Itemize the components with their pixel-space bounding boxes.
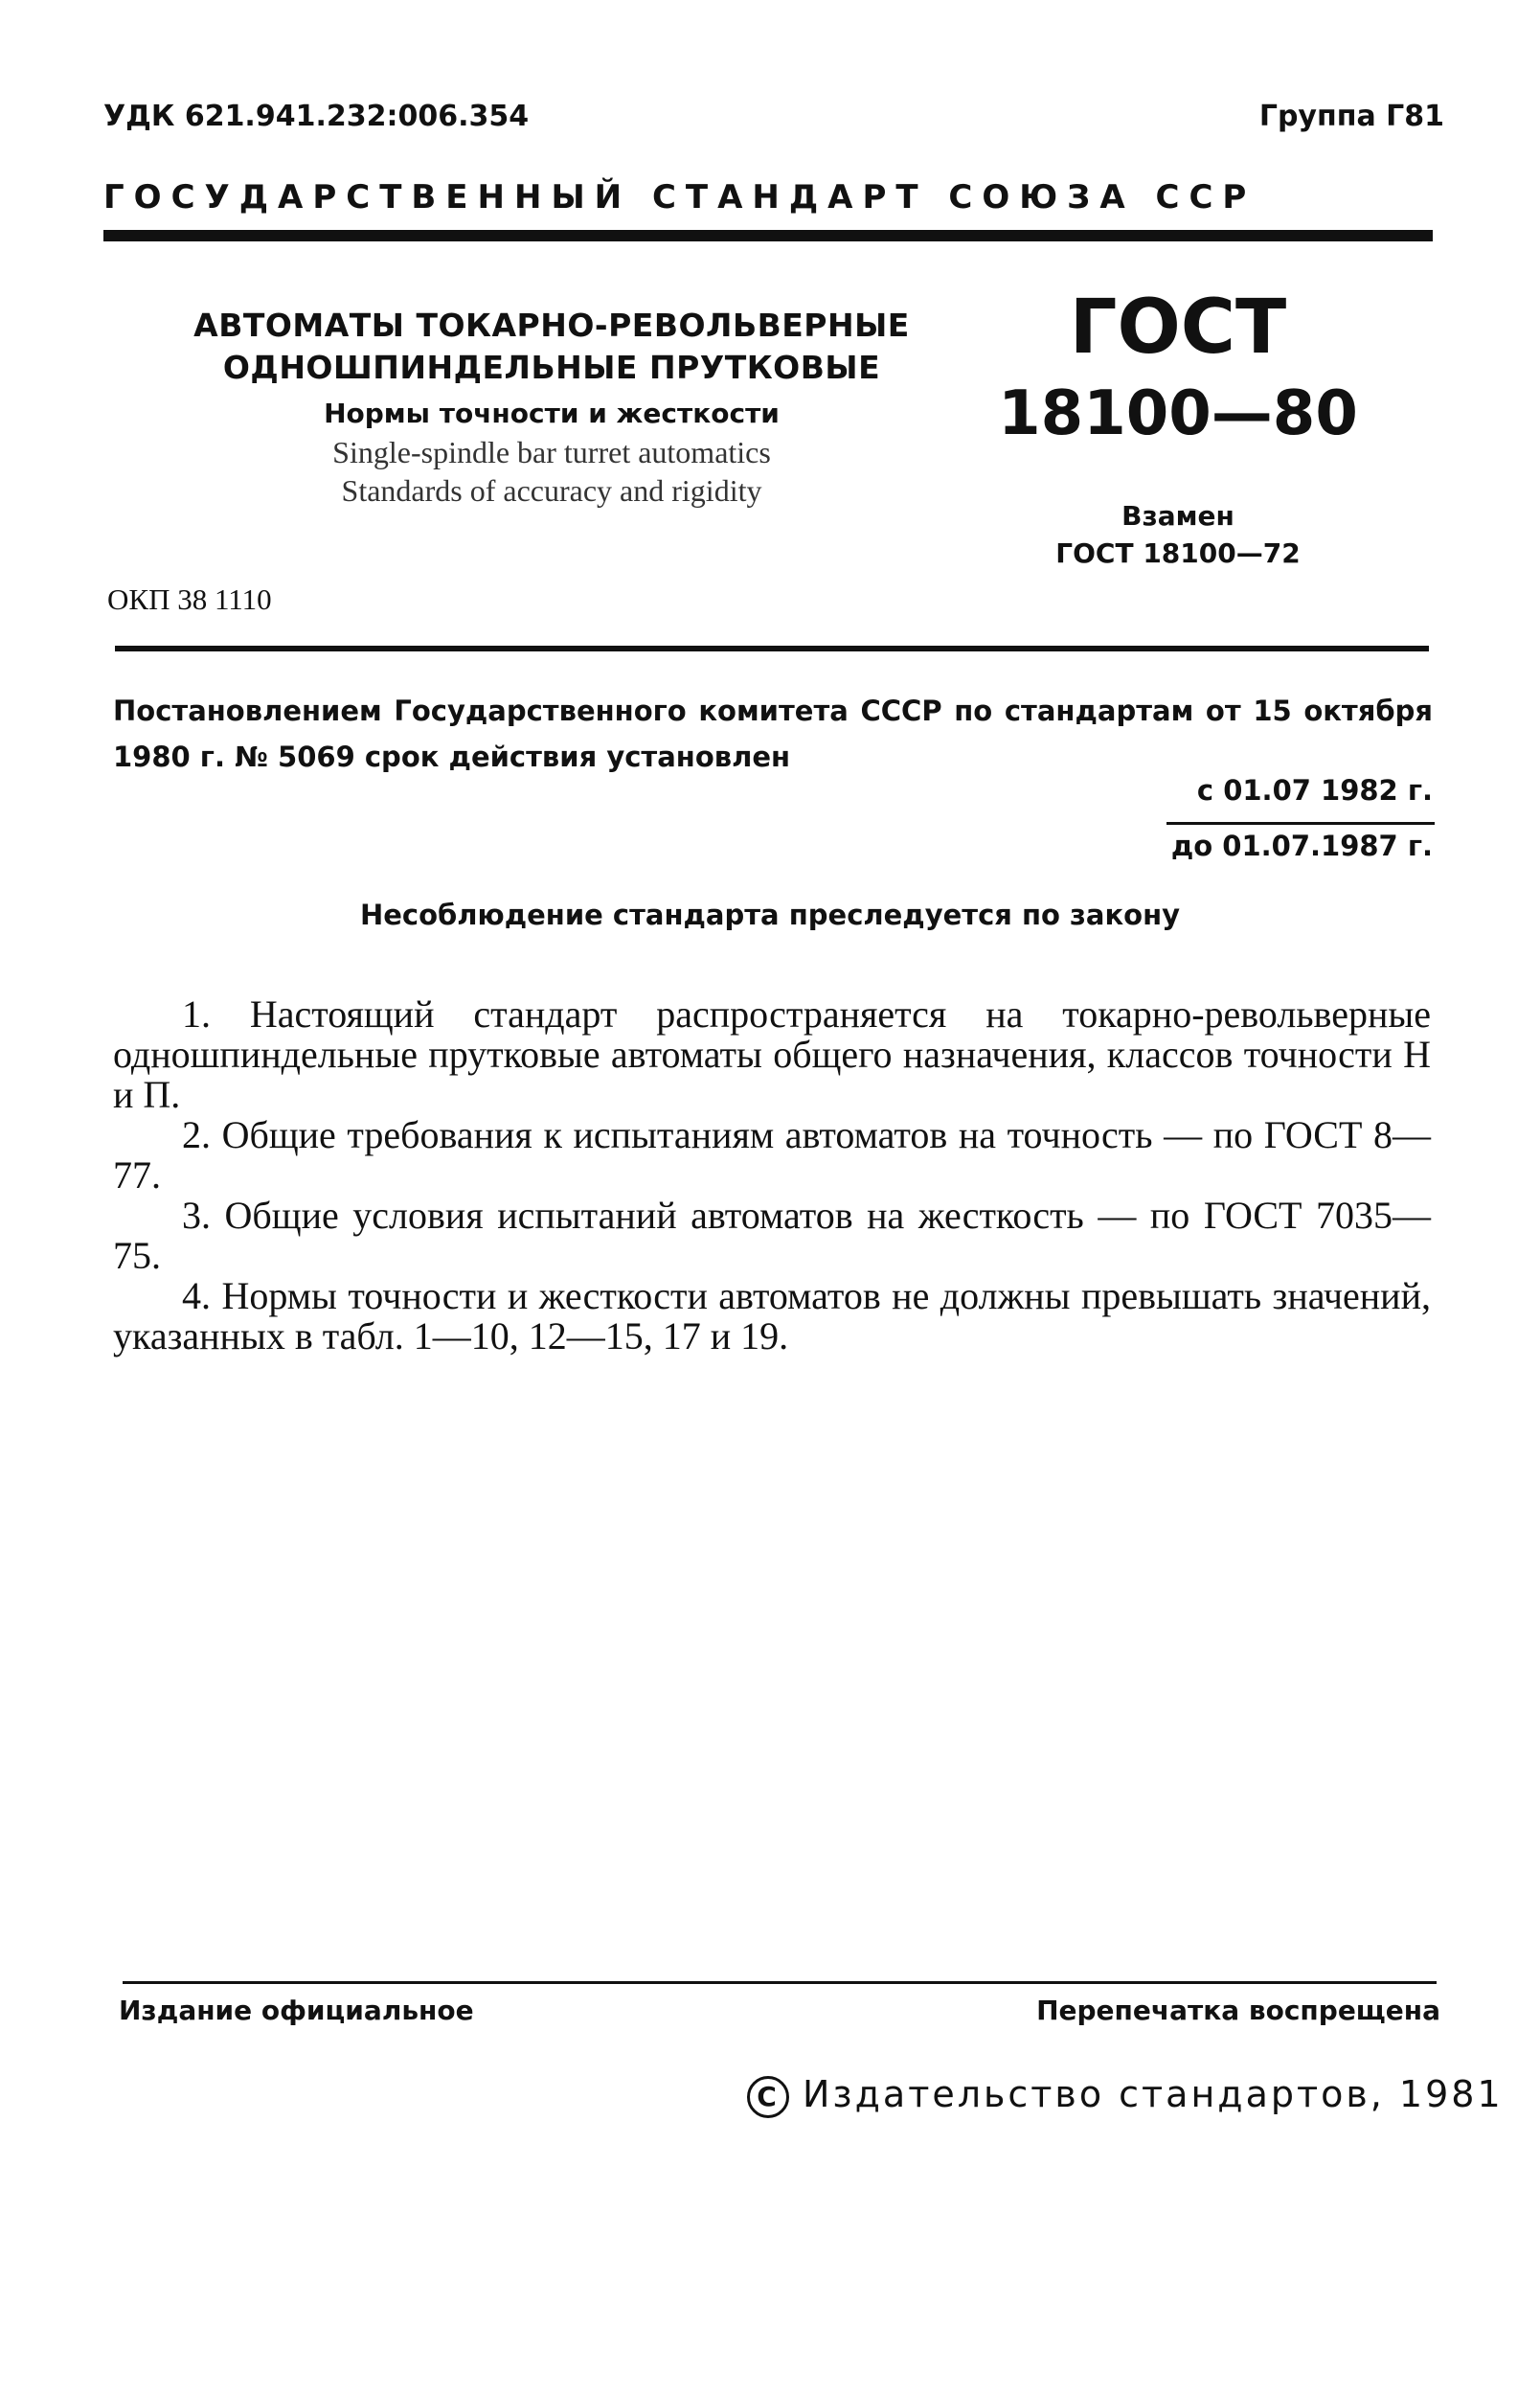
title-line-2: ОДНОШПИНДЕЛЬНЫЕ ПРУТКОВЫЕ <box>222 349 881 386</box>
clause-2: 2. Общие требования к испытаниям автоматов на точность — по ГОСТ 8—77. <box>113 1113 1431 1197</box>
title-subtitle: Нормы точности и жесткости <box>324 398 780 429</box>
clauses <box>113 994 1431 1357</box>
clause-3: 3. Общие условия испытаний автоматов на жесткость — по ГОСТ 7035—75. <box>113 1194 1431 1277</box>
middle-rule <box>115 646 1429 651</box>
law-notice: Несоблюдение стандарта преследуется по закону <box>359 899 1181 931</box>
valid-to-date: до 01.07.1987 г. <box>1170 830 1433 862</box>
date-divider <box>1166 822 1435 825</box>
top-rule <box>103 230 1433 241</box>
clause-1: 1. Настоящий стандарт распространяется на токарно-револьверные одношпиндельные прутковые автоматы общего назначения, классов точности Н и П. <box>113 992 1431 1116</box>
okp-code: ОКП 38 1110 <box>107 582 272 616</box>
udk-code: УДК 621.941.232:006.354 <box>103 100 530 133</box>
standard-banner: ГОСУДАРСТВЕННЫЙ СТАНДАРТ СОЮЗА ССР <box>103 178 1257 217</box>
copyright-icon: C <box>747 2076 789 2118</box>
title-line-1: АВТОМАТЫ ТОКАРНО-РЕВОЛЬВЕРНЫЕ <box>193 307 910 344</box>
reprint-prohibited: Перепечатка воспрещена <box>1036 1995 1440 2026</box>
footer-rule <box>123 1981 1437 1984</box>
publisher-text: Издательство стандартов, 1981 <box>803 2073 1504 2115</box>
replaces-value: ГОСТ 18100—72 <box>1055 537 1301 569</box>
clause-4: 4. Нормы точности и жесткости автоматов не должны превышать значений, указанных в табл. 1—10, 12—15, 17 и 19. <box>113 1274 1431 1357</box>
publisher-line <box>747 2073 1504 2118</box>
valid-from-date: с 01.07 1982 г. <box>1196 774 1433 807</box>
english-title-1: Single-spindle bar turret automatics <box>332 435 771 469</box>
english-title-2: Standards of accuracy and rigidity <box>341 473 762 508</box>
gost-block <box>977 284 1379 573</box>
gost-number: 18100—80 <box>998 378 1358 449</box>
group-code: Группа Г81 <box>1258 100 1444 133</box>
title-block <box>188 305 916 510</box>
decree-text: Постановлением Государственного комитета СССР по стандартам от 15 октября 1980 г. № 5069 срок действия установлен <box>113 695 1433 773</box>
official-edition: Издание официальное <box>119 1995 474 2026</box>
gost-label: ГОСТ <box>1069 285 1287 371</box>
replaces-label: Взамен <box>1121 500 1234 532</box>
